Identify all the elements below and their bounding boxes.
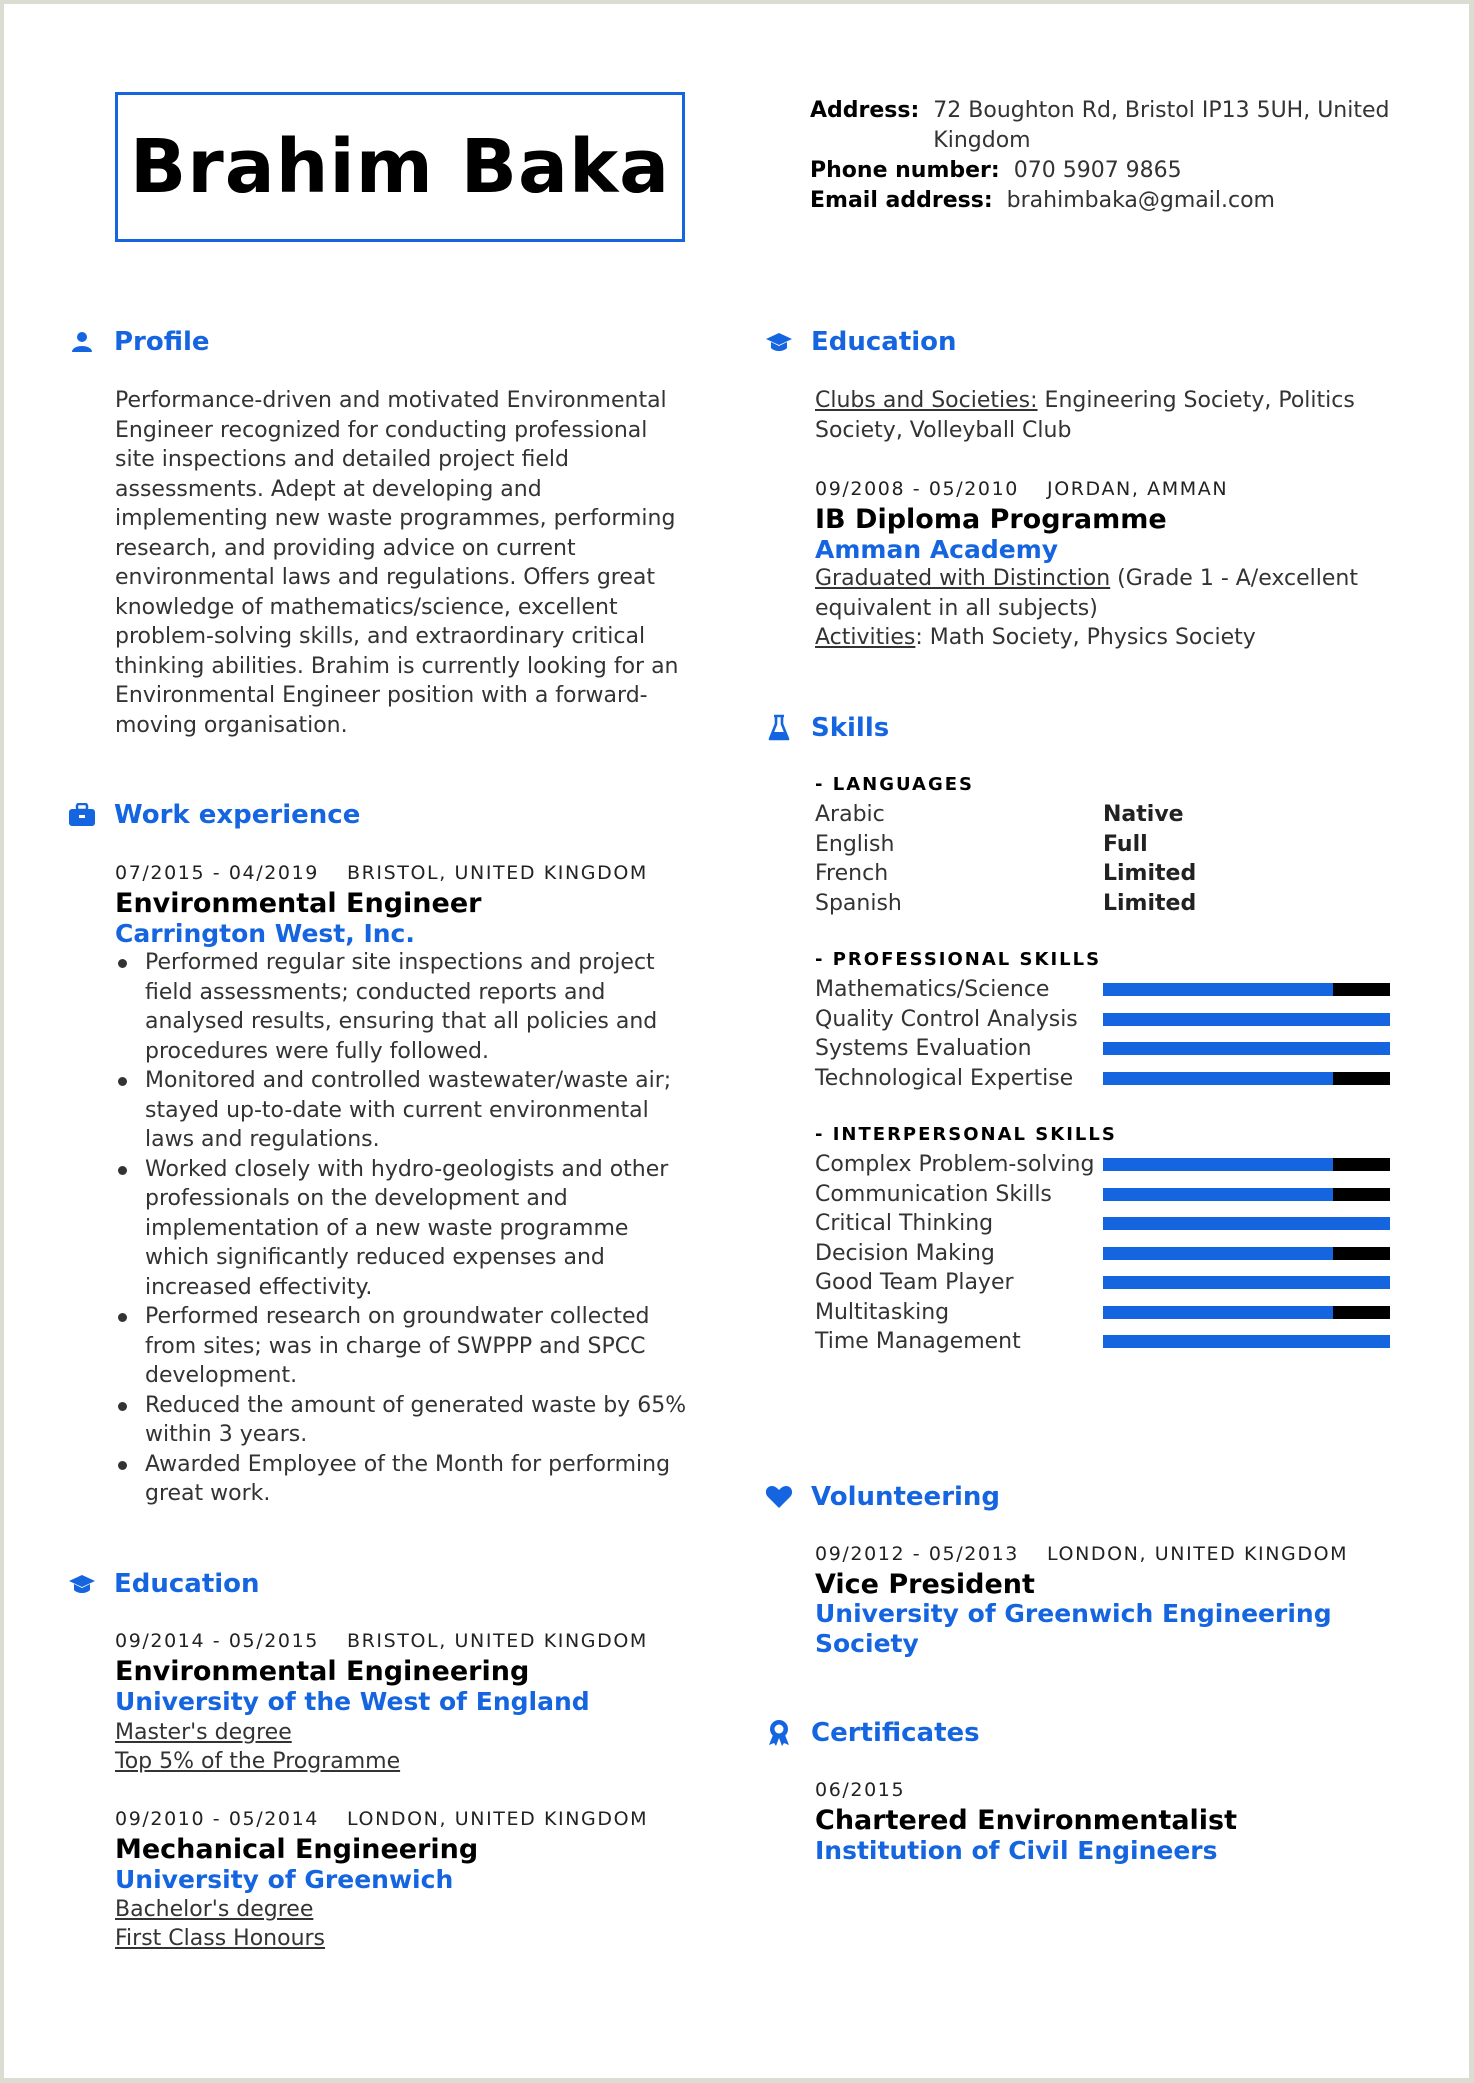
briefcase-icon xyxy=(68,801,96,829)
contact-phone-label: Phone number: xyxy=(810,158,1000,183)
list-item: Awarded Employee of the Month for performing great work. xyxy=(115,1450,695,1509)
edu2-note-1: Bachelor's degree xyxy=(115,1897,314,1922)
skill-level-fill xyxy=(1103,1276,1390,1289)
work-meta xyxy=(115,862,648,884)
language-name: Spanish xyxy=(815,890,902,916)
contact-address xyxy=(810,96,1410,156)
skill-name: Multitasking xyxy=(815,1299,950,1325)
skill-row xyxy=(815,975,1395,1005)
certificate-issuer: Institution of Civil Engineers xyxy=(815,1836,1218,1865)
ib-activities-label: Activities xyxy=(815,625,916,650)
work-heading xyxy=(68,797,360,833)
skill-row xyxy=(815,1209,1395,1239)
contact-phone-value: 070 5907 9865 xyxy=(1013,158,1182,183)
skill-level-fill xyxy=(1103,1158,1333,1171)
ib-activities-text: : Math Society, Physics Society xyxy=(915,625,1256,650)
language-row xyxy=(815,889,1395,919)
skill-level-fill xyxy=(1103,1306,1333,1319)
skill-level-bar xyxy=(1103,1335,1390,1348)
contact-email xyxy=(810,186,1410,216)
ib-grad-text: (Grade 1 - A/excellent equivalent in all subjects) xyxy=(815,566,1358,621)
certificates-title: Certificates xyxy=(811,1718,980,1748)
graduation-cap-icon xyxy=(765,328,793,356)
graduation-cap-icon xyxy=(68,1570,96,1598)
skill-name: Decision Making xyxy=(815,1240,995,1266)
skill-level-bar xyxy=(1103,1072,1390,1085)
skill-level-fill xyxy=(1103,1335,1390,1348)
contact-email-value: brahimbaka@gmail.com xyxy=(1006,188,1275,213)
skill-level-bar xyxy=(1103,1247,1390,1260)
ib-activities xyxy=(815,623,1256,653)
education-right-heading xyxy=(765,324,957,360)
edu-clubs-text: Engineering Society, Politics Society, Volleyball Club xyxy=(815,388,1355,443)
skill-level-bar xyxy=(1103,1013,1390,1026)
skill-name: Good Team Player xyxy=(815,1270,1014,1295)
skill-row xyxy=(815,1327,1395,1357)
skills-title: Skills xyxy=(811,713,890,743)
resume-page xyxy=(4,4,1469,2078)
volunteering-title: Volunteering xyxy=(811,1482,1001,1512)
language-level: Full xyxy=(1103,831,1148,857)
ib-grad xyxy=(815,564,1375,623)
skill-name: Time Management xyxy=(815,1329,1021,1354)
certificate-name: Chartered Environmentalist xyxy=(815,1805,1238,1836)
volunteering-heading xyxy=(765,1479,1000,1515)
edu1-meta xyxy=(115,1630,648,1652)
volunteer-meta xyxy=(815,1543,1348,1565)
edu2-meta xyxy=(115,1808,648,1830)
edu1-note-1: Master's degree xyxy=(115,1720,292,1745)
education-right-title: Education xyxy=(811,327,957,357)
skill-name: Communication Skills xyxy=(815,1181,1052,1207)
skill-name: Quality Control Analysis xyxy=(815,1006,1078,1032)
language-row xyxy=(815,800,1395,830)
professional-skills xyxy=(815,975,1395,1093)
user-icon xyxy=(68,328,96,356)
name-box xyxy=(115,92,685,242)
skill-name: Mathematics/Science xyxy=(815,977,1050,1002)
volunteer-org: University of Greenwich Engineering Society xyxy=(815,1599,1332,1658)
profile-text: Performance-driven and motivated Environmental Engineer recognized for conducting professional site inspections and detailed project field assessments. Adept at developing and implementing new waste programmes, performing research, and providing advice on current environmental laws and regulations. Offers great knowledge of mathematics/science, excellent problem-solving skills, and extraordinary critical thinking abilities. Brahim is currently looking for an Environmental Engineer position with a forward-moving organisation. xyxy=(115,388,679,738)
skill-level-fill xyxy=(1103,1217,1390,1230)
language-row xyxy=(815,830,1395,860)
skill-name: Complex Problem-solving xyxy=(815,1152,1095,1177)
language-level: Limited xyxy=(1103,890,1197,916)
profile-heading xyxy=(68,324,210,360)
heart-icon xyxy=(765,1483,793,1511)
languages-title: - LANGUAGES xyxy=(815,774,975,795)
skill-level-bar xyxy=(1103,1276,1390,1289)
skill-level-fill xyxy=(1103,1072,1333,1085)
skill-level-bar xyxy=(1103,1188,1390,1201)
skill-row xyxy=(815,1034,1395,1064)
list-item: Worked closely with hydro-geologists and other professionals on the development and implementation of a new waste programme which significantly reduced expenses and increased effectivity. xyxy=(115,1155,695,1303)
edu1-location: BRISTOL, UNITED KINGDOM xyxy=(347,1630,648,1652)
education-left-title: Education xyxy=(114,1569,260,1599)
professional-skills-title: - PROFESSIONAL SKILLS xyxy=(815,949,1102,970)
work-dates: 07/2015 - 04/2019 xyxy=(115,862,319,884)
contact-phone xyxy=(810,156,1410,186)
skill-row xyxy=(815,1298,1395,1328)
skill-level-fill xyxy=(1103,983,1333,996)
edu2-school: University of Greenwich xyxy=(115,1865,454,1894)
certificate-date: 06/2015 xyxy=(815,1779,906,1801)
skill-name: Technological Expertise xyxy=(815,1065,1074,1091)
skill-row xyxy=(815,1268,1395,1298)
skill-row xyxy=(815,1150,1395,1180)
ib-location: JORDAN, AMMAN xyxy=(1047,478,1229,500)
list-item: Reduced the amount of generated waste by 65% within 3 years. xyxy=(115,1391,695,1450)
volunteer-location: LONDON, UNITED KINGDOM xyxy=(1047,1543,1349,1565)
skill-level-bar xyxy=(1103,1306,1390,1319)
skills-heading xyxy=(765,710,889,746)
contact-address-label: Address: xyxy=(810,98,920,123)
edu1-school: University of the West of England xyxy=(115,1687,590,1716)
edu2-note-2: First Class Honours xyxy=(115,1926,326,1951)
ib-grad-label: Graduated with Distinction xyxy=(815,566,1111,591)
language-name: Arabic xyxy=(815,802,885,827)
language-name: English xyxy=(815,831,895,857)
award-icon xyxy=(765,1719,793,1747)
work-title: Work experience xyxy=(114,800,361,830)
edu-clubs-label: Clubs and Societies: xyxy=(815,388,1038,413)
list-item: Monitored and controlled wastewater/waste air; stayed up-to-date with current environmental laws and regulations. xyxy=(115,1066,695,1155)
list-item: Performed regular site inspections and project field assessments; conducted reports and analysed results, ensuring that all policies and procedures were fully followed. xyxy=(115,948,695,1066)
skills-list xyxy=(815,770,1395,1357)
list-item: Performed research on groundwater collected from sites; was in charge of SWPPP and SPCC development. xyxy=(115,1302,695,1391)
edu1-note-2: Top 5% of the Programme xyxy=(115,1749,401,1774)
skill-name: Systems Evaluation xyxy=(815,1036,1032,1061)
contact-email-label: Email address: xyxy=(810,188,993,213)
interpersonal-skills xyxy=(815,1150,1395,1357)
education-left-heading xyxy=(68,1566,260,1602)
language-level: Native xyxy=(1103,802,1184,827)
edu2-location: LONDON, UNITED KINGDOM xyxy=(347,1808,649,1830)
flask-icon xyxy=(765,714,793,742)
edu-clubs xyxy=(815,386,1375,445)
ib-dates: 09/2008 - 05/2010 xyxy=(815,478,1019,500)
contact-block xyxy=(810,96,1410,216)
skill-row xyxy=(815,1064,1395,1094)
work-bullets xyxy=(115,948,695,1509)
volunteer-role: Vice President xyxy=(815,1569,1035,1600)
skill-level-fill xyxy=(1103,1188,1333,1201)
skill-row xyxy=(815,1005,1395,1035)
work-role: Environmental Engineer xyxy=(115,888,482,919)
ib-degree: IB Diploma Programme xyxy=(815,504,1167,535)
work-location: BRISTOL, UNITED KINGDOM xyxy=(347,862,648,884)
volunteer-dates: 09/2012 - 05/2013 xyxy=(815,1543,1019,1565)
skill-level-bar xyxy=(1103,983,1390,996)
language-name: French xyxy=(815,861,889,886)
language-row xyxy=(815,859,1395,889)
candidate-name: Brahim Baka xyxy=(129,124,671,210)
skill-row xyxy=(815,1239,1395,1269)
profile-title: Profile xyxy=(114,327,210,357)
language-level: Limited xyxy=(1103,861,1197,886)
ib-meta xyxy=(815,478,1228,500)
ib-school: Amman Academy xyxy=(815,535,1059,564)
work-company: Carrington West, Inc. xyxy=(115,919,415,948)
skill-level-bar xyxy=(1103,1158,1390,1171)
skill-level-fill xyxy=(1103,1247,1333,1260)
skill-name: Critical Thinking xyxy=(815,1211,994,1236)
edu1-dates: 09/2014 - 05/2015 xyxy=(115,1630,319,1652)
skill-level-bar xyxy=(1103,1042,1390,1055)
skill-level-fill xyxy=(1103,1042,1390,1055)
contact-address-value: 72 Boughton Rd, Bristol IP13 5UH, United Kingdom xyxy=(933,98,1390,153)
certificates-heading xyxy=(765,1715,980,1751)
skill-row xyxy=(815,1180,1395,1210)
edu1-degree: Environmental Engineering xyxy=(115,1656,530,1687)
skill-level-fill xyxy=(1103,1013,1390,1026)
interpersonal-skills-title: - INTERPERSONAL SKILLS xyxy=(815,1124,1117,1145)
edu2-dates: 09/2010 - 05/2014 xyxy=(115,1808,319,1830)
edu2-degree: Mechanical Engineering xyxy=(115,1834,479,1865)
skill-level-bar xyxy=(1103,1217,1390,1230)
